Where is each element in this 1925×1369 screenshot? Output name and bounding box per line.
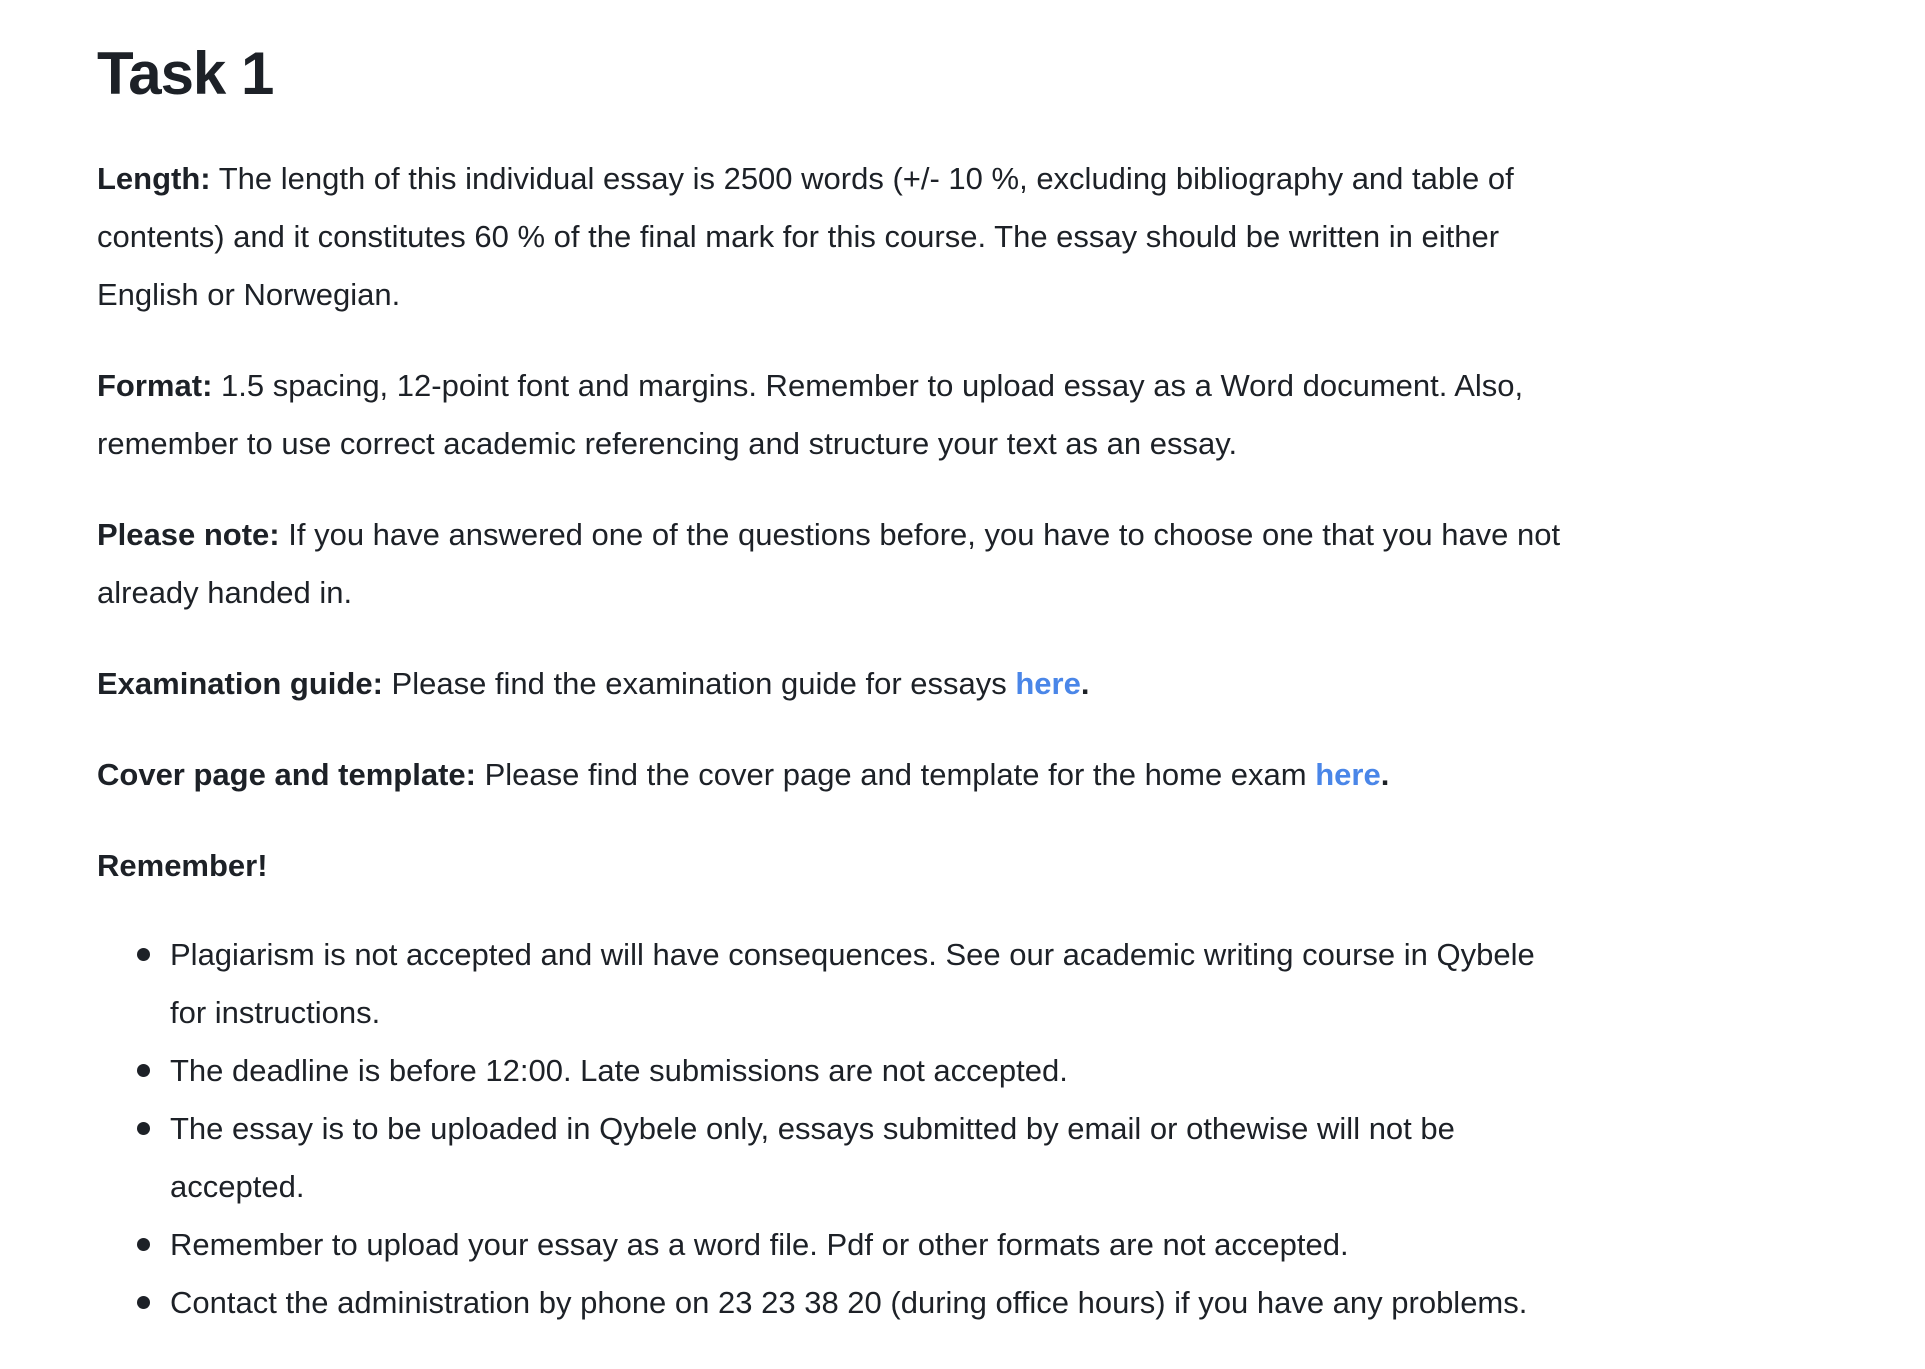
rules-list — [97, 926, 1577, 1332]
exam-guide-label: Examination guide: — [97, 666, 383, 701]
remember-heading: Remember! — [97, 848, 268, 883]
rule-text: The deadline is before 12:00. Late submissions are not accepted. — [170, 1053, 1068, 1088]
cover-page-period: . — [1380, 757, 1390, 792]
bullet-icon — [137, 948, 150, 961]
bullet-icon — [137, 1122, 150, 1135]
list-item — [97, 1274, 1577, 1332]
cover-page-text: Please find the cover page and template for the home exam — [475, 757, 1316, 792]
rule-text: Plagiarism is not accepted and will have consequences. See our academic writing course in Qybele for instructions. — [170, 937, 1535, 1030]
length-label: Length: — [97, 161, 211, 196]
bullet-icon — [137, 1296, 150, 1309]
exam-guide-paragraph — [97, 655, 1577, 713]
note-paragraph — [97, 506, 1577, 622]
list-item — [97, 926, 1577, 1042]
format-paragraph — [97, 357, 1577, 473]
exam-guide-period: . — [1080, 666, 1090, 701]
list-item — [97, 1100, 1577, 1216]
exam-guide-link[interactable]: here — [1015, 666, 1081, 701]
exam-guide-text: Please find the examination guide for essays — [382, 666, 1016, 701]
note-text: If you have answered one of the questions before, you have to choose one that you have not already handed in. — [97, 517, 1561, 610]
rule-text: Remember to upload your essay as a word file. Pdf or other formats are not accepted. — [170, 1227, 1349, 1262]
list-item — [97, 1216, 1577, 1274]
format-text: 1.5 spacing, 12-point font and margins. Remember to upload essay as a Word document. Also, remember to use correct academic referencing and structure your text as an essay. — [97, 368, 1524, 461]
assignment-body — [97, 150, 1577, 1332]
length-text: The length of this individual essay is 2500 words (+/- 10 %, excluding bibliography and table of contents) and it constitutes 60 % of the final mark for this course. The essay should be written in either English or Norwegian. — [97, 161, 1514, 312]
rule-text: Contact the administration by phone on 23 23 38 20 (during office hours) if you have any problems. — [170, 1285, 1528, 1320]
list-item — [97, 1042, 1577, 1100]
format-label: Format: — [97, 368, 213, 403]
note-label: Please note: — [97, 517, 280, 552]
page-title: Task 1 — [97, 40, 274, 107]
rule-text: The essay is to be uploaded in Qybele only, essays submitted by email or othewise will not be accepted. — [170, 1111, 1455, 1204]
bullet-icon — [137, 1238, 150, 1251]
length-paragraph — [97, 150, 1577, 324]
cover-page-paragraph — [97, 746, 1577, 804]
cover-page-label: Cover page and template: — [97, 757, 476, 792]
bullet-icon — [137, 1064, 150, 1077]
cover-page-link[interactable]: here — [1315, 757, 1381, 792]
